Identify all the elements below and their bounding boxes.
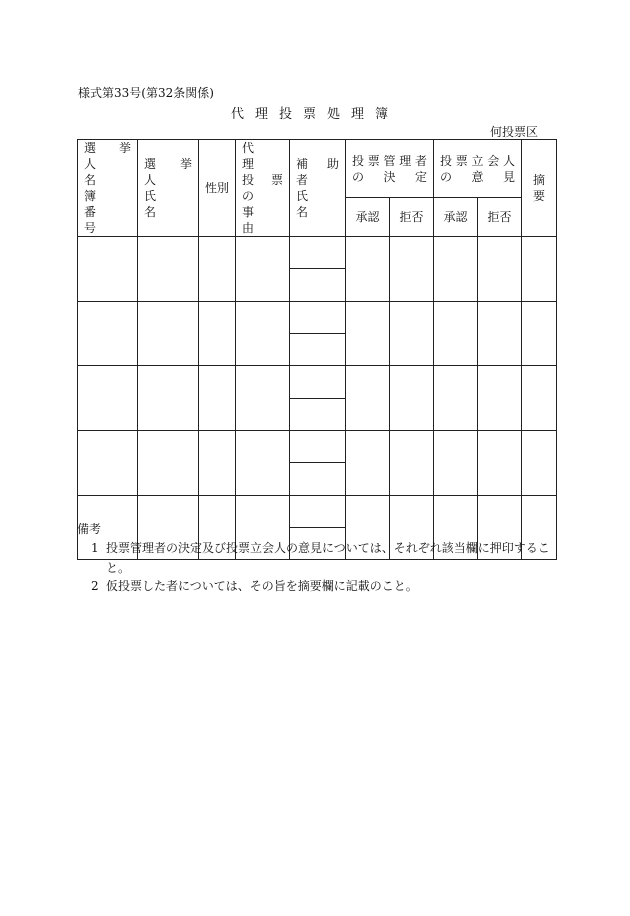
assistant-name-cell: [290, 333, 346, 365]
voter-name-cell: [138, 430, 199, 495]
table-row: [78, 237, 557, 269]
header-manager-reject: 拒否: [390, 198, 434, 237]
witness-approve-cell: [434, 366, 478, 431]
remarks-cell: [522, 430, 557, 495]
voter-name-cell: [138, 366, 199, 431]
assistant-name-cell: [290, 269, 346, 301]
manager-approve-cell: [346, 430, 390, 495]
table-row: [78, 495, 557, 527]
manager-reject-cell: [390, 301, 434, 366]
assistant-name-cell: [290, 366, 346, 398]
table-row: [78, 430, 557, 462]
assistant-name-cell: [290, 463, 346, 495]
witness-approve-cell: [434, 237, 478, 302]
assistant-name-cell: [290, 301, 346, 333]
voter-number-cell: [78, 366, 138, 431]
header-witness-approve: 承認: [434, 198, 478, 237]
witness-approve-cell: [434, 301, 478, 366]
form-number-label: 様式第33号(第32条関係): [78, 86, 214, 100]
header-gender: 性別: [199, 140, 236, 237]
witness-reject-cell: [478, 366, 522, 431]
manager-reject-cell: [390, 366, 434, 431]
assistant-name-cell: [290, 237, 346, 269]
voter-number-cell: [78, 430, 138, 495]
voter-number-cell: [78, 237, 138, 302]
note-item: 2 仮投票した者については、その旨を摘要欄に記載のこと。: [91, 579, 418, 593]
note-item: 1 投票管理者の決定及び投票立会人の意見については、それぞれ該当欄に押印すること。: [91, 541, 550, 575]
manager-approve-cell: [346, 366, 390, 431]
gender-cell: [199, 301, 236, 366]
gender-cell: [199, 237, 236, 302]
remarks-cell: [522, 366, 557, 431]
notes-heading: 備考: [77, 522, 102, 536]
table-row: [78, 301, 557, 333]
header-assistant-name: 補 助 者 氏 名: [290, 140, 346, 237]
document-title: 代理投票処理簿: [230, 107, 399, 122]
voter-name-cell: [138, 237, 199, 302]
voter-name-cell: [138, 301, 199, 366]
header-manager-approve: 承認: [346, 198, 390, 237]
gender-cell: [199, 430, 236, 495]
witness-reject-cell: [478, 237, 522, 302]
header-voter-name: 選 挙 人 氏 名: [138, 140, 199, 237]
proxy-voting-register-table: [77, 139, 557, 560]
assistant-name-cell: [290, 430, 346, 462]
header-witness-reject: 拒否: [478, 198, 522, 237]
table-row: [78, 366, 557, 398]
voter-number-cell: [78, 301, 138, 366]
header-manager-decision: 投票管理者 の 決 定: [346, 140, 434, 198]
remarks-cell: [522, 301, 557, 366]
header-proxy-reason: 代 理 投 票 の 事 由: [236, 140, 290, 237]
remarks-cell: [522, 237, 557, 302]
manager-approve-cell: [346, 237, 390, 302]
voting-district-label: 何投票区: [489, 125, 538, 139]
header-voter-number: 選 挙 人 名 簿 番 号: [78, 140, 138, 237]
witness-reject-cell: [478, 430, 522, 495]
witness-approve-cell: [434, 430, 478, 495]
proxy-reason-cell: [236, 301, 290, 366]
witness-reject-cell: [478, 301, 522, 366]
proxy-reason-cell: [236, 430, 290, 495]
header-witness-opinion: 投票立会人 の 意 見: [434, 140, 522, 198]
proxy-reason-cell: [236, 366, 290, 431]
proxy-reason-cell: [236, 237, 290, 302]
manager-approve-cell: [346, 301, 390, 366]
manager-reject-cell: [390, 430, 434, 495]
manager-reject-cell: [390, 237, 434, 302]
header-remarks: 摘 要: [522, 140, 557, 237]
assistant-name-cell: [290, 495, 346, 527]
assistant-name-cell: [290, 398, 346, 430]
gender-cell: [199, 366, 236, 431]
